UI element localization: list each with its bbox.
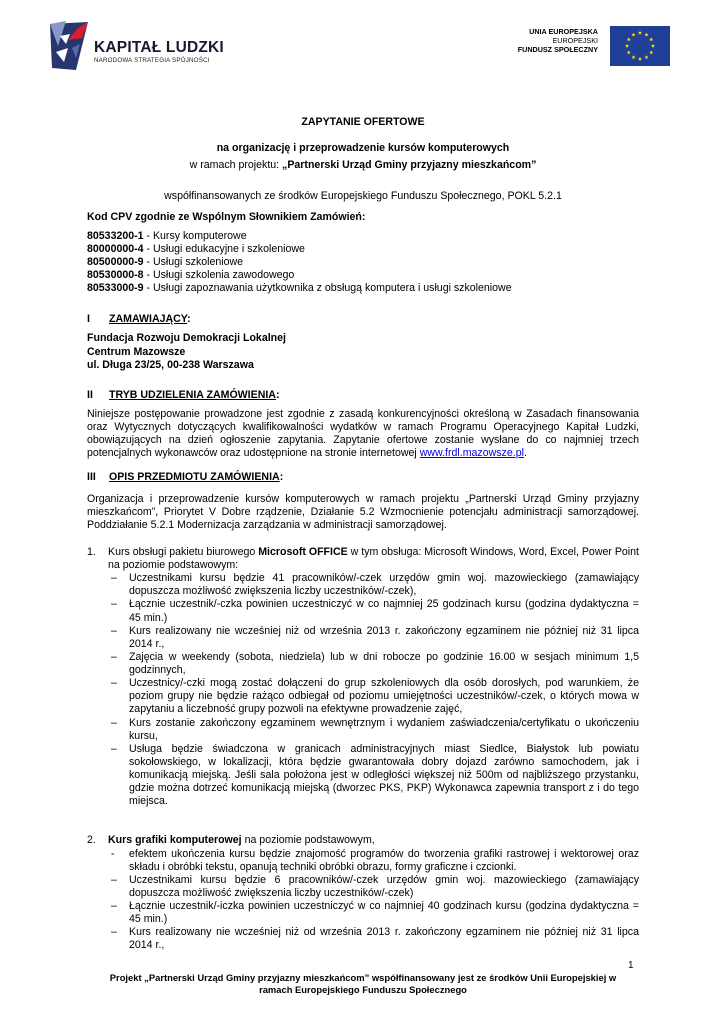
- course-2-bullets: [108, 848, 639, 953]
- bullet-text: Łącznie uczestnik/-iczka powinien uczestniczyć w co najmniej 40 godzinach kursu (godzina dydaktyczna = 45 min.): [129, 900, 639, 926]
- course-1-pre: Kurs obsługi pakietu biurowego: [108, 545, 259, 558]
- course-list: [87, 546, 639, 953]
- section-1-colon: :: [187, 313, 191, 326]
- cpv-heading: Kod CPV zgodnie ze Wspólnym Słownikiem Zamówień:: [87, 210, 366, 223]
- list-item: [108, 848, 639, 874]
- kapital-ludzki-emblem-icon: [48, 18, 92, 72]
- dash-marker: –: [111, 742, 117, 755]
- document-subtitle: na organizację i przeprowadzenie kursów komputerowych: [216, 142, 510, 155]
- course-1-bold: Microsoft OFFICE: [258, 545, 348, 558]
- cpv-item: [87, 256, 639, 269]
- footer-line-2: ramach Europejskiego Funduszu Społecznego: [259, 984, 467, 996]
- authority-address: ul. Długa 23/25, 00-238 Warszawa: [87, 358, 254, 371]
- bullet-text: efektem ukończenia kursu będzie znajomość programów do tworzenia grafiki rastrowej i wektorowej oraz składu i obróbki tekstu, opanują techniki obróbki obrazu, formy graficzne i czcionki.: [129, 847, 639, 873]
- cpv-code: 80533200-1: [87, 229, 144, 242]
- dash-marker: –: [111, 598, 117, 611]
- kapital-ludzki-title: KAPITAŁ LUDZKI: [94, 39, 224, 56]
- section-1-heading: [87, 313, 639, 326]
- bullet-text: Uczestnicy/-czki mogą zostać dołączeni do grup szkoleniowych dla osób dorosłych, pod warunkiem, że poziom grupy nie będzie rażąco odbiegał od poziomu umiejętności uczestników/-czek, o których mowa w zapytaniu a liczebność grupy pozwoli na efektywne prowadzenie zajęć,: [129, 677, 639, 716]
- course-2-heading: [108, 834, 639, 847]
- course-item-2: [87, 834, 639, 952]
- eu-logo: [500, 26, 670, 66]
- cpv-item: [87, 282, 639, 295]
- website-link[interactable]: www.frdl.mazowsze.pl: [419, 447, 524, 460]
- list-item: [108, 677, 639, 716]
- contracting-authority: [87, 332, 639, 371]
- list-item: [108, 598, 639, 624]
- cpv-item: [87, 243, 639, 256]
- list-item: [108, 651, 639, 677]
- dash-marker: –: [111, 900, 117, 912]
- cpv-desc: - Usługi edukacyjne i szkoleniowe: [143, 242, 305, 255]
- footer-line-1: Projekt „Partnerski Urząd Gminy przyjazny mieszkańcom” współfinansowany jest ze środków Unii Europejskiej w: [109, 972, 617, 983]
- list-item: [108, 900, 639, 926]
- section-1-title: ZAMAWIAJĄCY: [109, 313, 188, 326]
- dash-marker: –: [111, 716, 117, 729]
- project-line: [87, 159, 639, 172]
- section-2-text: [87, 408, 639, 461]
- cpv-desc: - Usługi szkolenia zawodowego: [143, 269, 295, 281]
- cpv-item: [87, 269, 639, 282]
- section-2-title: TRYB UDZIELENIA ZAMÓWIENIA: [109, 388, 276, 401]
- document-title: ZAPYTANIE OFERTOWE: [301, 116, 425, 128]
- section-3-title: OPIS PRZEDMIOTU ZAMÓWIENIA: [109, 471, 280, 484]
- course-2-bold: Kurs grafiki komputerowej: [108, 834, 242, 847]
- bullet-text: Kurs realizowany nie wcześniej niż od września 2013 r. zakończony egzaminem nie później niż 31 lipca 2014 r.,: [129, 624, 639, 650]
- eu-line2: EUROPEJSKI: [552, 35, 598, 45]
- list-item: [108, 625, 639, 651]
- eu-flag-icon: [610, 26, 670, 66]
- section-2-number: II: [87, 388, 93, 401]
- dash-marker: –: [111, 873, 117, 886]
- kapital-ludzki-subtitle: NARODOWA STRATEGIA SPÓJNOŚCI: [94, 57, 210, 64]
- list-item: [108, 743, 639, 809]
- cpv-desc: - Usługi zapoznawania użytkownika z obsługą komputera i usługi szkoleniowe: [143, 282, 512, 295]
- bullet-text: Kurs realizowany nie wcześniej niż od września 2013 r. zakończony egzaminem nie później niż 31 lipca 2014 r.,: [129, 926, 639, 952]
- section-1-number: I: [87, 313, 90, 326]
- list-item: [108, 717, 639, 743]
- eu-line1: UNIA EUROPEJSKA: [529, 27, 598, 36]
- section-2-body: Niniejsze postępowanie prowadzone jest zgodnie z zasadą konkurencyjności określoną w Zasadach finansowania oraz Wytycznych dotyczących kwalifikowalności wydatków w ramach Programu Operacyjnego Kapitał Ludzki, obowiązujących na dzień ogłoszenie zapytania. Zapytanie ofertowe zostanie wysłane do co najmniej trzech potencjalnych wykonawców oraz udostępnione na stronie internetowej: [87, 407, 639, 460]
- section-3-number: III: [87, 471, 96, 484]
- course-1-number: 1.: [87, 545, 96, 558]
- course-1-heading: [108, 546, 639, 572]
- project-prefix: w ramach projektu:: [189, 159, 283, 172]
- cpv-code: 80530000-8: [87, 269, 144, 281]
- section-2-heading: [87, 389, 639, 402]
- course-2-number: 2.: [87, 834, 96, 847]
- list-item: [108, 572, 639, 598]
- cpv-code: 80533000-9: [87, 282, 144, 295]
- course-2-post: na poziomie podstawowym,: [241, 834, 375, 847]
- hyphen-marker: -: [111, 847, 115, 860]
- bullet-text: Łącznie uczestnik/-czka powinien uczestniczyć w co najmniej 25 godzinach kursu (godzina dydaktyczna = 45 min.): [129, 598, 639, 624]
- bullet-text: Uczestnikami kursu będzie 41 pracowników/-czek urzędów gmin woj. mazowieckiego (zamawiający dopuszcza możliwość zwiększenia liczby uczestników/-czek),: [129, 572, 639, 598]
- dash-marker: –: [111, 572, 117, 585]
- cofinanced-line: współfinansowanych ze środków Europejskiego Funduszu Społecznego, POKL 5.2.1: [164, 190, 562, 203]
- cpv-code: 80000000-4: [87, 242, 144, 255]
- section-3-heading: [87, 471, 639, 484]
- eu-logo-text: [518, 28, 598, 54]
- authority-unit: Centrum Mazowsze: [87, 345, 186, 358]
- bullet-text: Zajęcia w weekendy (sobota, niedziela) lub w dni robocze po godzinie 16.00 w sesjach minimum 1,5 godzinnych,: [129, 650, 639, 676]
- dash-marker: –: [111, 650, 117, 663]
- course-1-bullets: [108, 572, 639, 808]
- document-body: [87, 114, 639, 953]
- cpv-item: [87, 230, 639, 243]
- section-2-colon: :: [275, 388, 280, 401]
- bullet-text: Uczestnikami kursu będzie 6 pracowników/-czek urzędów gmin woj. mazowieckiego (zamawiający dopuszcza możliwość zwiększenia liczby uczestników/-czek): [129, 873, 639, 899]
- cpv-list: [87, 230, 639, 296]
- bullet-text: Usługa będzie świadczona w granicach administracyjnych miast Siedlce, Białystok lub powiatu sokołowskiego, w lokalizacji, która będzie gwarantowała dobry dojazd zarówno samochodem, jak i komunikacją miejską. Jeśli sala położona jest w odległości większej niż 500m od najbliższego przystanku, gdzie można dotrzeć komunikacją miejską (dworzec PKS, PKP) Wykonawca zapewnia transport z i do tego miejsca.: [129, 742, 639, 808]
- eu-line3: FUNDUSZ SPOŁECZNY: [517, 44, 598, 54]
- section-3-colon: :: [279, 471, 284, 484]
- section-2-end: .: [523, 447, 527, 460]
- page-number: 1: [628, 960, 634, 971]
- course-item-1: [87, 546, 639, 809]
- cpv-desc: - Kursy komputerowe: [143, 229, 247, 242]
- cpv-desc: - Usługi szkoleniowe: [143, 255, 244, 268]
- dash-marker: –: [111, 624, 117, 637]
- project-name: „Partnerski Urząd Gminy przyjazny mieszkańcom”: [282, 159, 537, 172]
- list-item: [108, 874, 639, 900]
- course-1-post: w tym obsługa: Microsoft Windows, Word, Excel, Power Point na poziomie podstawowym:: [108, 545, 639, 571]
- section-3-intro: Organizacja i przeprowadzenie kursów komputerowych w ramach projektu „Partnerski Urząd Gminy przyjazny mieszkańcom”, Priorytet V Dobre rządzenie, Działanie 5.2 Wzmocnienie potencjału administracji samorządowej. Poddziałanie 5.2.1 Modernizacja zarządzania w administracji samorządowej.: [87, 492, 639, 531]
- dash-marker: –: [111, 926, 117, 939]
- bullet-text: Kurs zostanie zakończony egzaminem wewnętrznym i wydaniem zaświadczenia/certyfikatu o ukończeniu kursu,: [129, 716, 639, 742]
- page-footer: [80, 972, 646, 996]
- authority-name: Fundacja Rozwoju Demokracji Lokalnej: [87, 332, 286, 345]
- list-item: [108, 926, 639, 952]
- dash-marker: –: [111, 677, 117, 690]
- kapital-ludzki-logo: [48, 18, 238, 74]
- cpv-code: 80500000-9: [87, 255, 144, 268]
